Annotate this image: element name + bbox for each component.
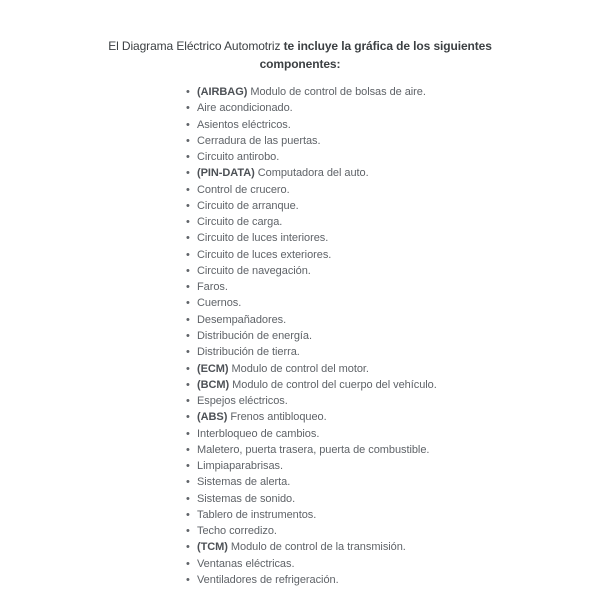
list-item [186, 149, 437, 165]
bullet-icon: • [186, 346, 190, 359]
item-text: Distribución de energía. [197, 329, 312, 342]
list-item [186, 328, 437, 344]
item-text: Espejos eléctricos. [197, 395, 288, 408]
list-item [186, 182, 437, 198]
item-tag: (TCM) [197, 541, 228, 554]
bullet-icon: • [186, 264, 190, 277]
bullet-icon: • [186, 134, 190, 147]
item-tag: (PIN-DATA) [197, 167, 255, 180]
list-item [186, 344, 437, 360]
item-text: Frenos antibloqueo. [230, 411, 327, 424]
item-text: Desempañadores. [197, 313, 287, 326]
bullet-icon: • [186, 183, 190, 196]
item-text: Faros. [197, 281, 228, 294]
title-regular-text: El Diagrama Eléctrico Automotriz [108, 39, 281, 53]
item-text: Circuito de luces exteriores. [197, 248, 332, 261]
bullet-icon: • [186, 427, 190, 440]
title-bold-text: te incluye la gráfica de los siguientes [283, 39, 492, 53]
item-text: Sistemas de sonido. [197, 492, 296, 505]
item-text: Ventanas eléctricas. [197, 557, 295, 570]
list-item [186, 409, 437, 425]
list-item [186, 263, 437, 279]
bullet-icon: • [186, 378, 190, 391]
item-text: Tablero de instrumentos. [197, 508, 317, 521]
item-tag: (AIRBAG) [197, 86, 248, 98]
bullet-icon: • [186, 411, 190, 424]
list-item [186, 165, 437, 181]
bullet-icon: • [186, 541, 190, 554]
bullet-icon: • [186, 313, 190, 326]
bullet-icon: • [186, 476, 190, 489]
item-text: Techo corredizo. [197, 525, 277, 538]
item-text: Aire acondicionado. [197, 102, 293, 115]
item-text: Circuito de luces interiores. [197, 232, 329, 245]
item-text: Cuernos. [197, 297, 242, 310]
item-text: Distribución de tierra. [197, 346, 300, 359]
list-item [186, 539, 437, 555]
item-text: Modulo de control de la transmisión. [230, 541, 406, 554]
list-item [186, 458, 437, 474]
item-text: Modulo de control del cuerpo del vehículo. [232, 378, 437, 391]
title-line-2: componentes: [259, 57, 341, 71]
bullet-icon: • [186, 557, 190, 570]
bullet-icon: • [186, 573, 190, 586]
item-text: Asientos eléctricos. [197, 118, 291, 131]
list-item [186, 279, 437, 295]
bullet-icon: • [186, 525, 190, 538]
bullet-icon: • [186, 297, 190, 310]
list-item [186, 100, 437, 116]
list-item [186, 556, 437, 572]
bullet-icon: • [186, 492, 190, 505]
item-text: Computadora del auto. [257, 167, 369, 180]
item-text: Circuito de carga. [197, 216, 283, 229]
list-item [186, 295, 437, 311]
list-item [186, 393, 437, 409]
list-item [186, 312, 437, 328]
item-tag: (ABS) [197, 411, 228, 424]
list-item [186, 474, 437, 490]
bullet-icon: • [186, 102, 190, 115]
bullet-icon: • [186, 216, 190, 229]
list-item [186, 361, 437, 377]
bullet-icon: • [186, 395, 190, 408]
title-line-1 [0, 37, 600, 55]
list-item [186, 377, 437, 393]
item-text: Modulo de control del motor. [231, 362, 369, 375]
bullet-icon: • [186, 362, 190, 375]
bullet-icon: • [186, 329, 190, 342]
list-item [186, 507, 437, 523]
bullet-icon: • [186, 248, 190, 261]
bullet-icon: • [186, 86, 190, 98]
item-text: Cerradura de las puertas. [197, 134, 321, 147]
item-text: Circuito de navegación. [197, 264, 311, 277]
list-item [186, 247, 437, 263]
component-list [186, 84, 437, 588]
bullet-icon: • [186, 151, 190, 164]
item-tag: (ECM) [197, 362, 229, 375]
list-item [186, 491, 437, 507]
bullet-icon: • [186, 118, 190, 131]
item-text: Maletero, puerta trasera, puerta de combustible. [197, 443, 430, 456]
list-item [186, 133, 437, 149]
list-item [186, 214, 437, 230]
list-item [186, 230, 437, 246]
item-text: Interbloqueo de cambios. [197, 427, 320, 440]
item-text: Ventiladores de refrigeración. [197, 573, 339, 586]
item-text: Limpiaparabrisas. [197, 460, 283, 473]
item-text: Control de crucero. [197, 183, 290, 196]
list-item [186, 523, 437, 539]
list-item [186, 117, 437, 133]
item-text: Modulo de control de bolsas de aire. [250, 86, 426, 98]
list-item [186, 572, 437, 588]
bullet-icon: • [186, 443, 190, 456]
list-item [186, 426, 437, 442]
bullet-icon: • [186, 232, 190, 245]
bullet-icon: • [186, 167, 190, 180]
bullet-icon: • [186, 199, 190, 212]
bullet-icon: • [186, 281, 190, 294]
item-text: Sistemas de alerta. [197, 476, 291, 489]
page-title [0, 37, 600, 73]
item-text: Circuito de arranque. [197, 199, 299, 212]
item-text: Circuito antirobo. [197, 151, 280, 164]
item-tag: (BCM) [197, 378, 230, 391]
list-item [186, 198, 437, 214]
bullet-icon: • [186, 460, 190, 473]
bullet-icon: • [186, 508, 190, 521]
list-item [186, 442, 437, 458]
list-item [186, 84, 437, 100]
